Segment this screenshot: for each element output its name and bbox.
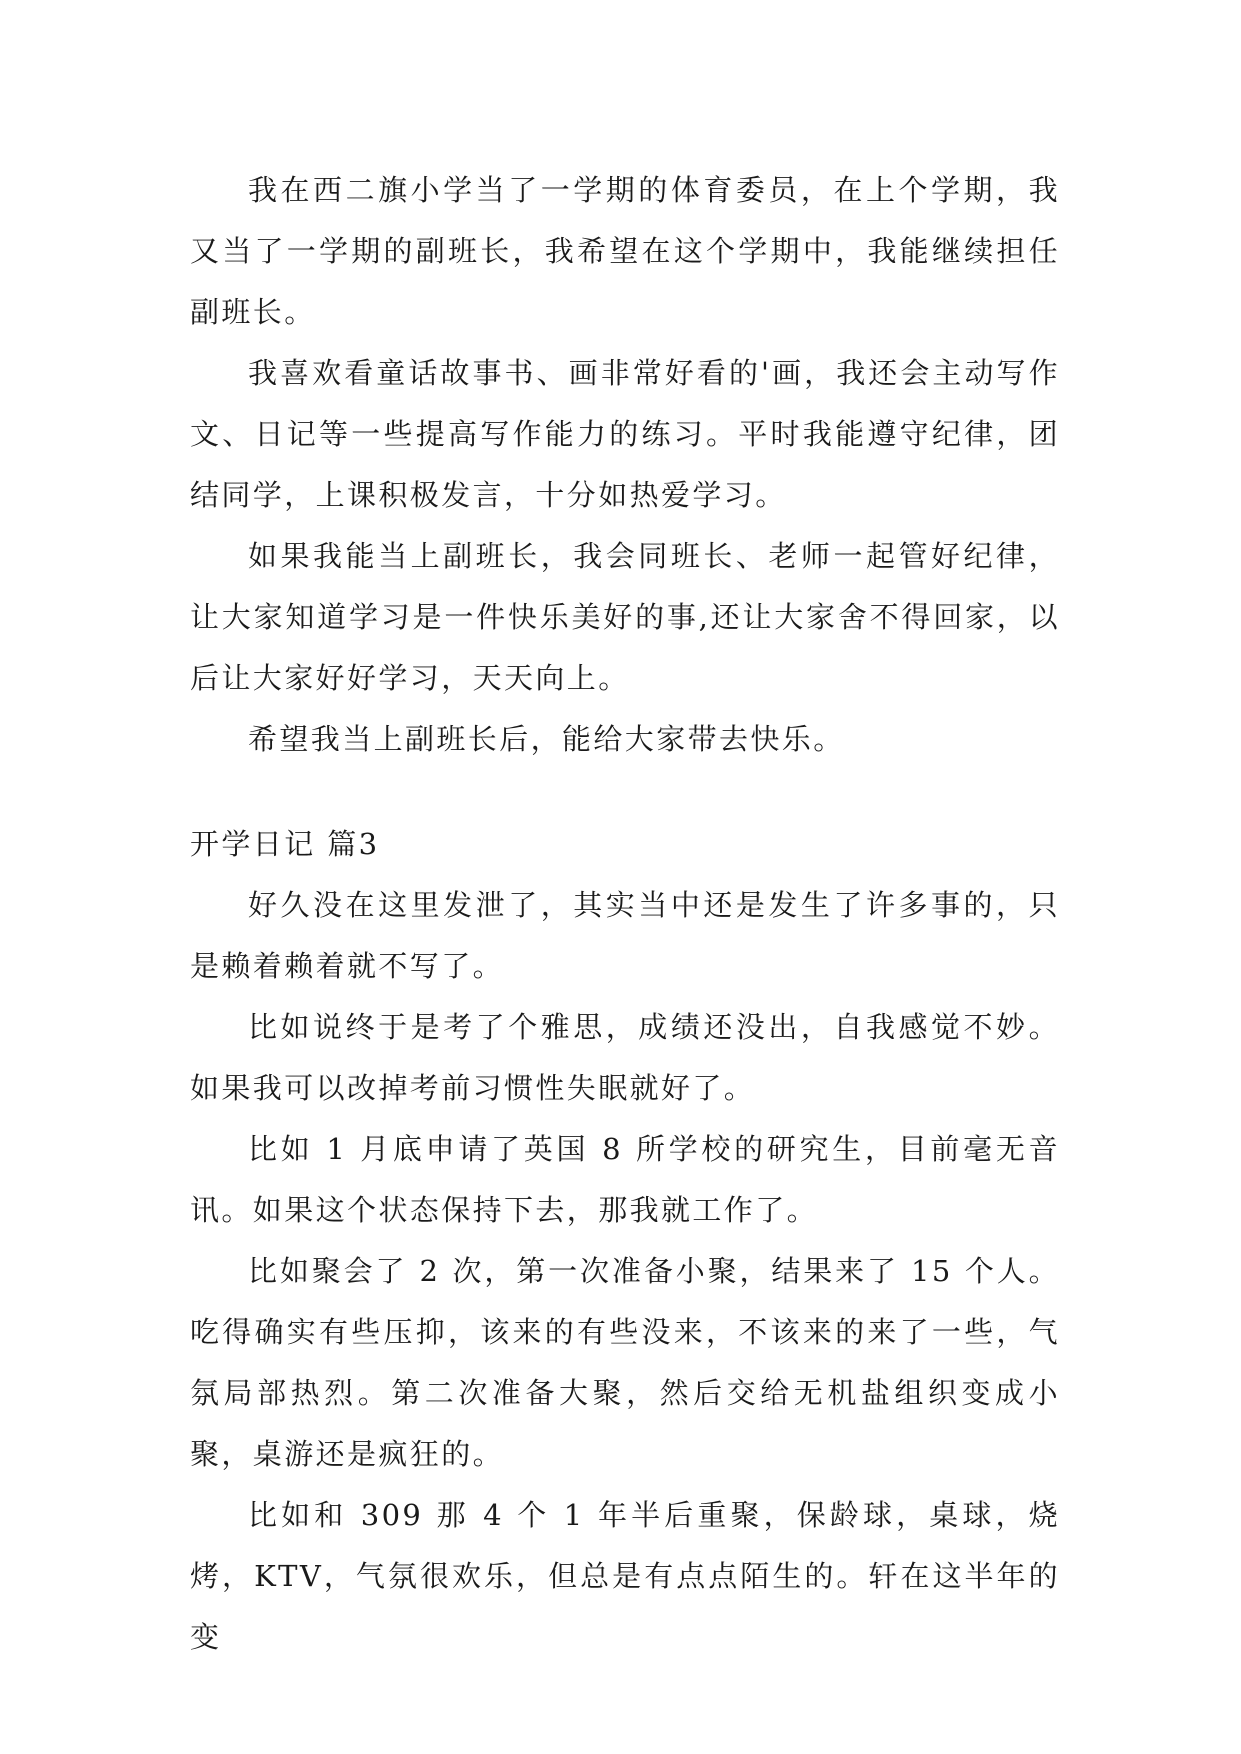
paragraph: 比如聚会了 2 次，第一次准备小聚，结果来了 15 个人。吃得确实有些压抑，该来的有些没来，不该来的来了一些，气氛局部热烈。第二次准备大聚，然后交给无机盐组织变成小聚，桌游还是疯狂的。	[190, 1254, 1060, 1471]
paragraph: 比如 1 月底申请了英国 8 所学校的研究生，目前毫无音讯。如果这个状态保持下去，那我就工作了。	[190, 1132, 1060, 1227]
document-body	[190, 160, 1060, 1668]
paragraph: 好久没在这里发泄了，其实当中还是发生了许多事的，只是赖着赖着就不写了。	[190, 888, 1060, 983]
paragraph: 我喜欢看童话故事书、画非常好看的'画，我还会主动写作文、日记等一些提高写作能力的练习。平时我能遵守纪律，团结同学，上课积极发言，十分如热爱学习。	[190, 356, 1060, 512]
section-heading: 开学日记 篇3	[190, 827, 380, 861]
paragraph: 我在西二旗小学当了一学期的体育委员，在上个学期，我又当了一学期的副班长，我希望在这个学期中，我能继续担任副班长。	[190, 173, 1060, 329]
paragraph: 如果我能当上副班长，我会同班长、老师一起管好纪律，让大家知道学习是一件快乐美好的事,还让大家舍不得回家，以后让大家好好学习，天天向上。	[190, 539, 1060, 695]
paragraph: 比如和 309 那 4 个 1 年半后重聚，保龄球，桌球，烧烤，KTV，气氛很欢乐，但总是有点点陌生的。轩在这半年的变	[190, 1498, 1060, 1654]
paragraph: 希望我当上副班长后，能给大家带去快乐。	[248, 722, 845, 756]
paragraph: 比如说终于是考了个雅思，成绩还没出，自我感觉不妙。如果我可以改掉考前习惯性失眠就好了。	[190, 1010, 1060, 1105]
